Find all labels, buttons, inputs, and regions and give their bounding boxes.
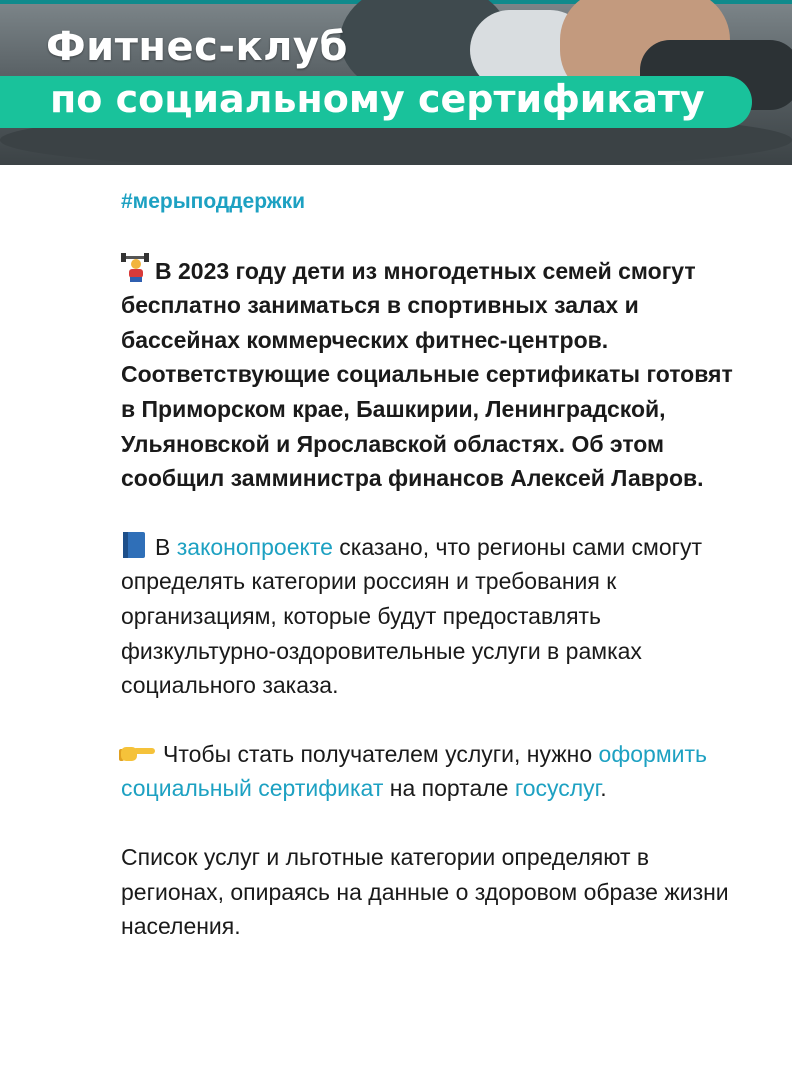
- paragraph-howto-before: Чтобы стать получателем услуги, нужно: [163, 740, 599, 767]
- paragraph-intro-text: В 2023 году дети из многодетных семей смогут бесплатно заниматься в спортивных залах и бассейнах коммерческих фитнес-центров. Соответствующие социальные сертификаты готовят в Приморском крае, Башкирии, Ленинградской, Ульяновской и Ярославской областях. Об этом сообщил замминистра финансов Алексей Лавров.: [121, 257, 733, 492]
- paragraph-regions: Список услуг и льготные категории определяют в регионах, опираясь на данные о здоровом образе жизни населения.: [121, 843, 729, 940]
- paragraph-howto-middle: на портале: [383, 775, 515, 802]
- post-body: [121, 185, 741, 944]
- gosuslugi-link[interactable]: госуслуг: [514, 775, 601, 802]
- banner-title-line1: Фитнес-клуб: [46, 24, 348, 70]
- banner-title-line2: по социальному сертификату: [50, 77, 705, 121]
- weightlifter-icon: [121, 256, 149, 282]
- paragraph-bill-text: сказано, что регионы сами смогут определять категории россиян и требования к организациям, которые будут предоставлять физкультурно-оздоровительные услуги в рамках социального заказа.: [121, 533, 703, 699]
- paragraph-bill-prefix: В: [155, 533, 177, 560]
- paragraph-intro: [121, 254, 741, 496]
- pointing-hand-icon: [121, 739, 157, 765]
- header-banner-image: [0, 0, 792, 165]
- paragraph-bill: [121, 530, 741, 703]
- blue-book-icon: [121, 532, 149, 558]
- bill-link[interactable]: законопроекте: [176, 533, 333, 560]
- paragraph-howto: [121, 737, 741, 806]
- certificate-link[interactable]: оформить социальный сертификат: [121, 740, 708, 802]
- hashtag-link[interactable]: #мерыподдержки: [121, 190, 306, 213]
- paragraph-howto-after: .: [600, 775, 607, 802]
